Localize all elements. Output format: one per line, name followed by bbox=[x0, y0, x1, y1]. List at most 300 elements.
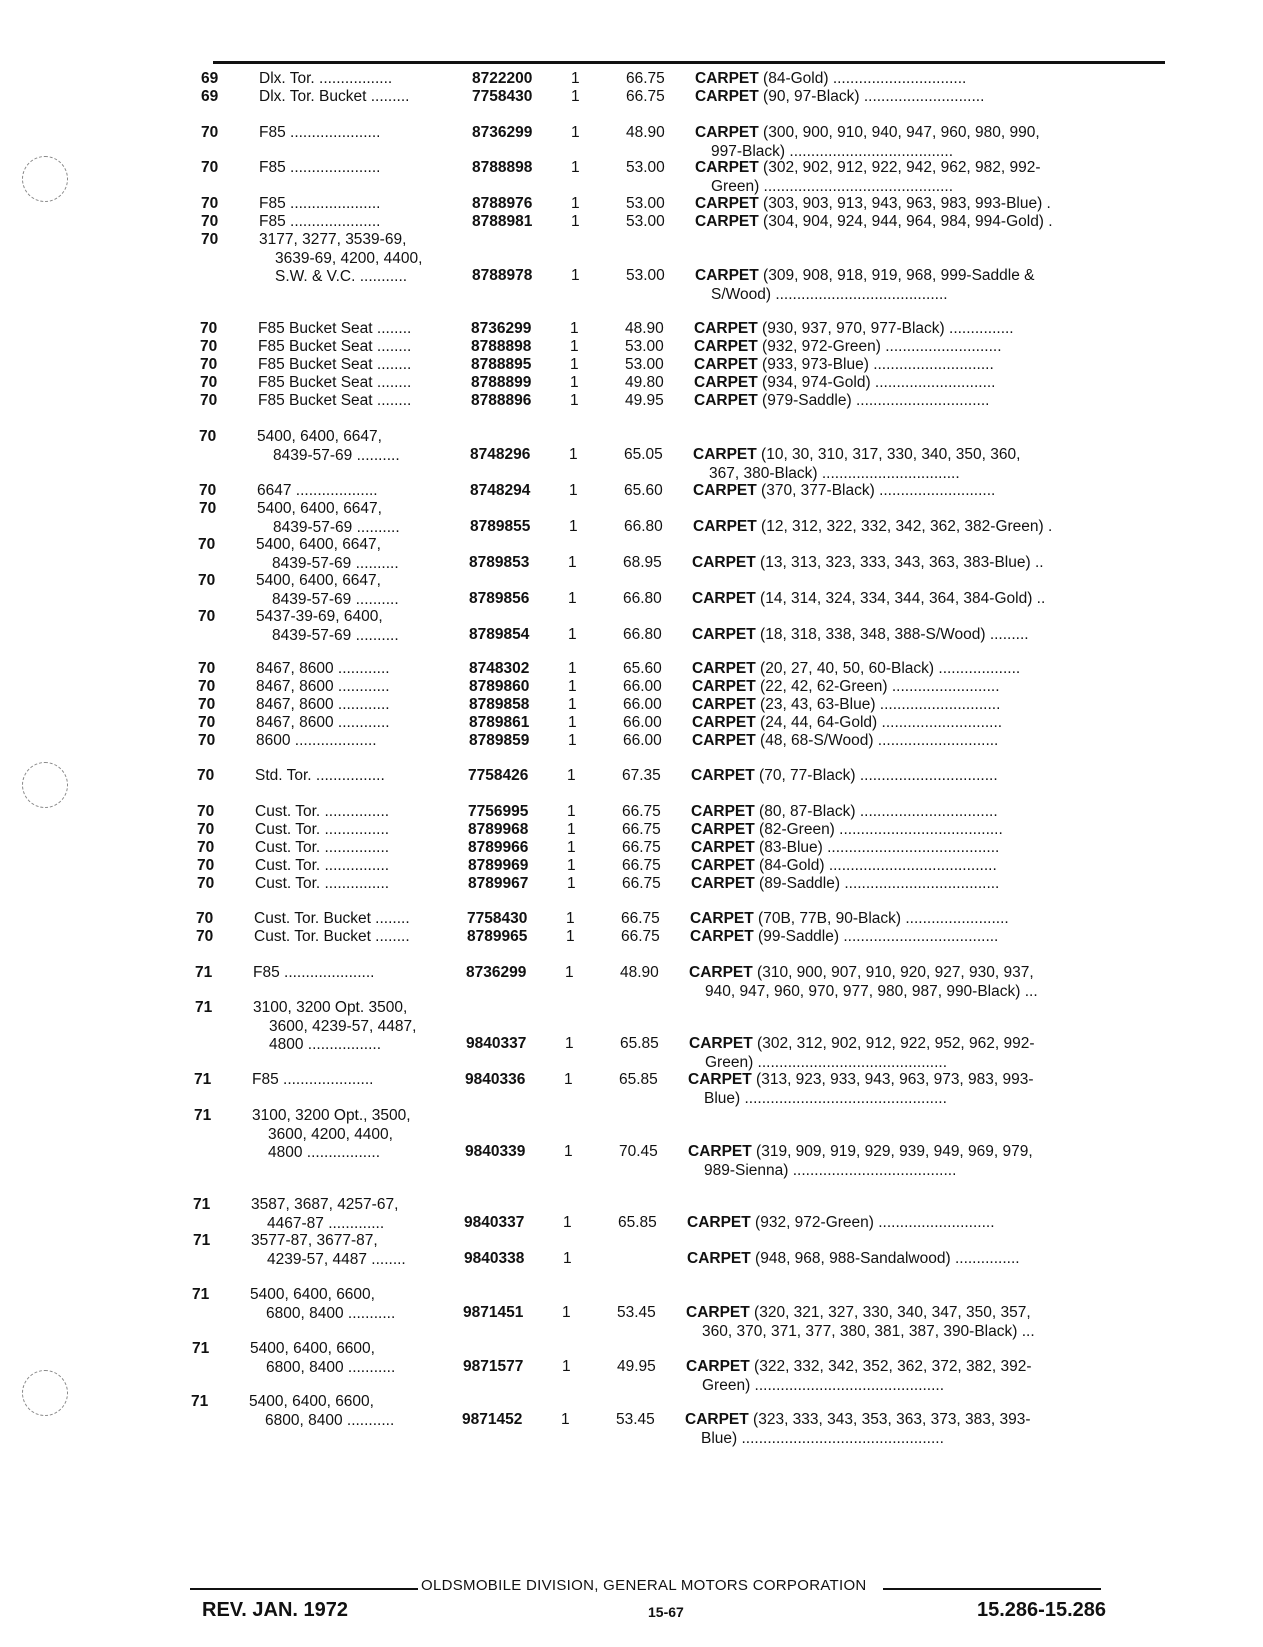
model-line: 3100, 3200 Opt. 3500, bbox=[253, 999, 408, 1016]
part-number-cell: 9840339 bbox=[465, 1143, 526, 1160]
part-number-cell: 8789853 bbox=[469, 554, 530, 571]
description-line: 940, 947, 960, 970, 977, 980, 987, 990-Black) ... bbox=[705, 982, 1038, 1000]
description-line: CARPET (319, 909, 919, 929, 939, 949, 969, 979, bbox=[688, 1143, 1033, 1160]
binder-hole-top bbox=[22, 156, 68, 202]
part-number-cell: 8788895 bbox=[471, 356, 532, 373]
price-cell: 49.80 bbox=[625, 374, 664, 391]
quantity-cell: 1 bbox=[568, 554, 577, 571]
year-cell: 70 bbox=[197, 839, 215, 856]
model-line: F85 Bucket Seat ........ bbox=[258, 338, 412, 355]
quantity-cell: 1 bbox=[567, 767, 576, 784]
part-number-cell: 8788978 bbox=[472, 267, 533, 284]
part-number-cell: 8789968 bbox=[468, 821, 529, 838]
description-line: CARPET (99-Saddle) .................................... bbox=[690, 928, 999, 945]
year-cell: 70 bbox=[198, 660, 216, 677]
description-keyword: CARPET bbox=[692, 696, 756, 713]
model-cell bbox=[257, 482, 473, 501]
footer-rule-right bbox=[883, 1588, 1101, 1590]
description-keyword: CARPET bbox=[686, 1304, 750, 1321]
model-line: F85 ..................... bbox=[259, 213, 381, 230]
year-cell: 70 bbox=[198, 732, 216, 749]
description-cell bbox=[686, 1304, 1104, 1341]
quantity-cell: 1 bbox=[571, 70, 580, 87]
part-number-cell: 8789855 bbox=[470, 518, 531, 535]
model-cell bbox=[258, 392, 474, 411]
quantity-cell: 1 bbox=[568, 590, 577, 607]
quantity-cell: 1 bbox=[567, 803, 576, 820]
part-number-cell: 9840337 bbox=[466, 1035, 527, 1052]
description-line: CARPET (48, 68-S/Wood) ............................ bbox=[692, 732, 999, 749]
model-line: Dlx. Tor. Bucket ......... bbox=[259, 88, 410, 105]
description-line: 360, 370, 371, 377, 380, 381, 387, 390-Black) ... bbox=[702, 1322, 1035, 1340]
description-keyword: CARPET bbox=[687, 1250, 751, 1267]
year-cell: 70 bbox=[197, 875, 215, 892]
description-keyword: CARPET bbox=[694, 356, 758, 373]
model-cell bbox=[259, 159, 475, 178]
description-keyword: CARPET bbox=[692, 714, 756, 731]
part-number-cell: 8788898 bbox=[471, 338, 532, 355]
description-line: CARPET (18, 318, 338, 348, 388-S/Wood) ......... bbox=[692, 626, 1029, 643]
model-line: Cust. Tor. Bucket ........ bbox=[254, 928, 410, 945]
quantity-cell: 1 bbox=[569, 446, 578, 463]
description-keyword: CARPET bbox=[694, 392, 758, 409]
price-cell: 53.00 bbox=[626, 267, 665, 284]
description-keyword: CARPET bbox=[694, 338, 758, 355]
year-cell: 70 bbox=[201, 231, 219, 248]
description-cell bbox=[695, 159, 1113, 196]
model-cell bbox=[249, 1393, 465, 1430]
part-number-cell: 9871577 bbox=[463, 1358, 524, 1375]
model-cell bbox=[258, 338, 474, 357]
description-cell bbox=[692, 554, 1110, 573]
model-cell bbox=[254, 928, 470, 947]
model-line: 3587, 3687, 4257-67, bbox=[251, 1196, 399, 1213]
model-cell bbox=[252, 1071, 468, 1090]
description-keyword: CARPET bbox=[691, 839, 755, 856]
price-cell: 65.85 bbox=[619, 1071, 658, 1088]
quantity-cell: 1 bbox=[570, 338, 579, 355]
model-line: Cust. Tor. ............... bbox=[255, 839, 390, 856]
quantity-cell: 1 bbox=[563, 1250, 572, 1267]
binder-hole-middle bbox=[22, 762, 68, 808]
description-cell bbox=[692, 696, 1110, 715]
footer-revision: REV. JAN. 1972 bbox=[202, 1599, 349, 1621]
price-cell: 53.00 bbox=[626, 195, 665, 212]
description-line: CARPET (370, 377-Black) ........................... bbox=[693, 482, 996, 499]
model-line: Dlx. Tor. ................. bbox=[259, 70, 393, 87]
model-line: F85 ..................... bbox=[259, 124, 381, 141]
price-cell: 48.90 bbox=[625, 320, 664, 337]
quantity-cell: 1 bbox=[561, 1411, 570, 1428]
footer-rule-left bbox=[190, 1588, 418, 1590]
part-number-cell: 8788976 bbox=[472, 195, 533, 212]
description-keyword: CARPET bbox=[691, 767, 755, 784]
model-line: Cust. Tor. Bucket ........ bbox=[254, 910, 410, 927]
model-cell bbox=[256, 536, 472, 573]
price-cell: 65.05 bbox=[624, 446, 663, 463]
model-line: 8467, 8600 ............ bbox=[256, 660, 390, 677]
price-cell: 53.00 bbox=[625, 356, 664, 373]
description-cell bbox=[693, 482, 1111, 501]
description-line: 367, 380-Black) ................................ bbox=[709, 464, 960, 482]
year-cell: 71 bbox=[195, 964, 213, 981]
model-cell bbox=[255, 875, 471, 894]
description-cell bbox=[695, 267, 1113, 304]
description-cell bbox=[692, 590, 1110, 609]
year-cell: 70 bbox=[201, 195, 219, 212]
model-line: 6800, 8400 ........... bbox=[266, 1358, 396, 1376]
model-cell bbox=[255, 803, 471, 822]
year-cell: 70 bbox=[200, 356, 218, 373]
price-cell: 66.80 bbox=[623, 590, 662, 607]
description-keyword: CARPET bbox=[694, 320, 758, 337]
description-keyword: CARPET bbox=[685, 1411, 749, 1428]
description-cell bbox=[692, 714, 1110, 733]
price-cell: 66.00 bbox=[623, 696, 662, 713]
year-cell: 69 bbox=[201, 88, 219, 105]
model-line: 6800, 8400 ........... bbox=[266, 1304, 396, 1322]
model-line: F85 ..................... bbox=[259, 159, 381, 176]
description-cell bbox=[691, 767, 1109, 786]
quantity-cell: 1 bbox=[571, 159, 580, 176]
description-keyword: CARPET bbox=[693, 518, 757, 535]
description-cell bbox=[690, 910, 1108, 929]
year-cell: 70 bbox=[198, 572, 216, 589]
quantity-cell: 1 bbox=[562, 1358, 571, 1375]
model-line: 4800 ................. bbox=[269, 1036, 381, 1053]
description-cell bbox=[692, 626, 1110, 645]
part-number-cell: 8736299 bbox=[466, 964, 527, 981]
model-line: Cust. Tor. ............... bbox=[255, 803, 390, 820]
price-cell: 48.90 bbox=[626, 124, 665, 141]
price-cell: 66.75 bbox=[622, 857, 661, 874]
description-cell bbox=[691, 821, 1109, 840]
description-cell bbox=[688, 1071, 1106, 1108]
description-keyword: CARPET bbox=[689, 964, 753, 981]
quantity-cell: 1 bbox=[568, 714, 577, 731]
part-number-cell: 7758430 bbox=[467, 910, 528, 927]
quantity-cell: 1 bbox=[571, 88, 580, 105]
year-cell: 71 bbox=[192, 1286, 210, 1303]
model-cell bbox=[257, 428, 473, 465]
quantity-cell: 1 bbox=[568, 696, 577, 713]
description-line: Green) ............................................ bbox=[702, 1376, 945, 1394]
model-line: F85 Bucket Seat ........ bbox=[258, 374, 412, 391]
model-cell bbox=[259, 88, 475, 107]
model-cell bbox=[256, 572, 472, 609]
description-keyword: CARPET bbox=[691, 875, 755, 892]
description-keyword: CARPET bbox=[692, 590, 756, 607]
description-keyword: CARPET bbox=[695, 195, 759, 212]
quantity-cell: 1 bbox=[569, 482, 578, 499]
description-line: CARPET (323, 333, 343, 353, 363, 373, 383, 393- bbox=[685, 1411, 1031, 1428]
part-number-cell: 8722200 bbox=[472, 70, 533, 87]
binder-hole-bottom bbox=[22, 1370, 68, 1416]
description-line: CARPET (310, 900, 907, 910, 920, 927, 930, 937, bbox=[689, 964, 1034, 981]
quantity-cell: 1 bbox=[567, 857, 576, 874]
description-line: CARPET (10, 30, 310, 317, 330, 340, 350, 360, bbox=[693, 446, 1021, 463]
year-cell: 70 bbox=[199, 500, 217, 517]
model-line: 8439-57-69 .......... bbox=[272, 626, 399, 644]
quantity-cell: 1 bbox=[567, 875, 576, 892]
year-cell: 70 bbox=[200, 392, 218, 409]
description-line: CARPET (322, 332, 342, 352, 362, 372, 382, 392- bbox=[686, 1358, 1032, 1375]
description-keyword: CARPET bbox=[690, 910, 754, 927]
description-keyword: CARPET bbox=[692, 626, 756, 643]
model-line: 4467-87 ............. bbox=[267, 1214, 385, 1232]
model-line: 3639-69, 4200, 4400, bbox=[275, 249, 423, 267]
year-cell: 70 bbox=[198, 608, 216, 625]
part-number-cell: 8748294 bbox=[470, 482, 531, 499]
price-cell: 66.75 bbox=[622, 875, 661, 892]
quantity-cell: 1 bbox=[566, 910, 575, 927]
part-number-cell: 8789856 bbox=[469, 590, 530, 607]
year-cell: 71 bbox=[193, 1196, 211, 1213]
description-line: Blue) ............................................... bbox=[704, 1089, 947, 1107]
description-line: CARPET (932, 972-Green) ........................... bbox=[694, 338, 1002, 355]
year-cell: 70 bbox=[201, 213, 219, 230]
price-cell: 53.00 bbox=[626, 213, 665, 230]
footer-page-number: 15-67 bbox=[648, 1604, 684, 1620]
part-number-cell: 8748296 bbox=[470, 446, 531, 463]
description-keyword: CARPET bbox=[691, 857, 755, 874]
part-number-cell: 8789861 bbox=[469, 714, 530, 731]
model-cell bbox=[255, 857, 471, 876]
description-line: CARPET (22, 42, 62-Green) ......................... bbox=[692, 678, 1000, 695]
part-number-cell: 8789965 bbox=[467, 928, 528, 945]
model-cell bbox=[253, 999, 469, 1055]
description-line: Blue) ............................................... bbox=[701, 1429, 944, 1447]
model-line: Std. Tor. ................ bbox=[255, 767, 385, 784]
description-cell bbox=[692, 732, 1110, 751]
quantity-cell: 1 bbox=[562, 1304, 571, 1321]
model-cell bbox=[255, 821, 471, 840]
model-line: 8439-57-69 .......... bbox=[272, 554, 399, 572]
model-cell bbox=[256, 714, 472, 733]
description-line: CARPET (84-Gold) ............................... bbox=[695, 70, 967, 87]
model-line: 3600, 4239-57, 4487, bbox=[269, 1017, 417, 1035]
description-line: CARPET (13, 313, 323, 333, 343, 363, 383-Blue) .. bbox=[692, 554, 1044, 571]
description-keyword: CARPET bbox=[695, 213, 759, 230]
description-line: CARPET (309, 908, 918, 919, 968, 999-Saddle & bbox=[695, 267, 1035, 284]
model-line: 5400, 6400, 6647, bbox=[257, 428, 382, 445]
description-keyword: CARPET bbox=[695, 267, 759, 284]
model-line: 5437-39-69, 6400, bbox=[256, 608, 383, 625]
year-cell: 70 bbox=[200, 320, 218, 337]
description-cell bbox=[694, 320, 1112, 339]
description-line: CARPET (89-Saddle) .................................... bbox=[691, 875, 1000, 892]
model-line: 5400, 6400, 6647, bbox=[256, 572, 381, 589]
year-cell: 70 bbox=[198, 696, 216, 713]
model-cell bbox=[259, 124, 475, 143]
year-cell: 70 bbox=[199, 428, 217, 445]
model-line: 8467, 8600 ............ bbox=[256, 714, 390, 731]
description-line: CARPET (320, 321, 327, 330, 340, 347, 350, 357, bbox=[686, 1304, 1031, 1321]
model-line: 5400, 6400, 6647, bbox=[256, 536, 381, 553]
description-keyword: CARPET bbox=[694, 374, 758, 391]
description-keyword: CARPET bbox=[693, 446, 757, 463]
model-line: F85 ..................... bbox=[253, 964, 375, 981]
model-line: 4800 ................. bbox=[268, 1144, 380, 1161]
price-cell: 66.75 bbox=[622, 821, 661, 838]
part-number-cell: 8736299 bbox=[472, 124, 533, 141]
price-cell: 49.95 bbox=[625, 392, 664, 409]
quantity-cell: 1 bbox=[563, 1214, 572, 1231]
part-number-cell: 7758426 bbox=[468, 767, 529, 784]
description-cell bbox=[692, 660, 1110, 679]
quantity-cell: 1 bbox=[570, 392, 579, 409]
price-cell: 66.75 bbox=[621, 928, 660, 945]
description-line: CARPET (12, 312, 322, 332, 342, 362, 382-Green) . bbox=[693, 518, 1053, 535]
description-line: CARPET (930, 937, 970, 977-Black) ............... bbox=[694, 320, 1014, 337]
model-line: 3177, 3277, 3539-69, bbox=[259, 231, 407, 248]
description-cell bbox=[691, 875, 1109, 894]
year-cell: 70 bbox=[198, 536, 216, 553]
footer-section: 15.286-15.286 bbox=[977, 1599, 1107, 1621]
model-line: 8467, 8600 ............ bbox=[256, 696, 390, 713]
part-number-cell: 8788898 bbox=[472, 159, 533, 176]
model-cell bbox=[257, 500, 473, 537]
description-line: CARPET (80, 87-Black) ................................ bbox=[691, 803, 998, 820]
description-cell bbox=[693, 518, 1111, 537]
part-number-cell: 8789860 bbox=[469, 678, 530, 695]
quantity-cell: 1 bbox=[571, 124, 580, 141]
description-line: CARPET (83-Blue) ........................................ bbox=[691, 839, 1000, 856]
quantity-cell: 1 bbox=[569, 518, 578, 535]
description-cell bbox=[687, 1214, 1105, 1233]
part-number-cell: 9871451 bbox=[463, 1304, 524, 1321]
description-line: 997-Black) ...................................... bbox=[711, 142, 954, 160]
year-cell: 70 bbox=[198, 714, 216, 731]
price-cell: 66.80 bbox=[624, 518, 663, 535]
description-cell bbox=[694, 356, 1112, 375]
price-cell: 53.00 bbox=[626, 159, 665, 176]
description-line: CARPET (302, 902, 912, 922, 942, 962, 982, 992- bbox=[695, 159, 1041, 176]
model-cell bbox=[256, 660, 472, 679]
price-cell: 53.45 bbox=[617, 1304, 656, 1321]
quantity-cell: 1 bbox=[566, 928, 575, 945]
part-number-cell: 9840338 bbox=[464, 1250, 525, 1267]
description-keyword: CARPET bbox=[690, 928, 754, 945]
description-keyword: CARPET bbox=[691, 803, 755, 820]
description-cell bbox=[693, 446, 1111, 483]
model-line: 5400, 6400, 6600, bbox=[250, 1340, 375, 1357]
year-cell: 70 bbox=[200, 374, 218, 391]
model-cell bbox=[255, 767, 471, 786]
description-line: CARPET (933, 973-Blue) ............................ bbox=[694, 356, 994, 373]
description-cell bbox=[691, 857, 1109, 876]
model-line: 3577-87, 3677-87, bbox=[251, 1232, 378, 1249]
part-number-cell: 8789859 bbox=[469, 732, 530, 749]
part-number-cell: 9840336 bbox=[465, 1071, 526, 1088]
description-cell bbox=[695, 213, 1113, 232]
price-cell: 66.00 bbox=[623, 678, 662, 695]
model-line: 3100, 3200 Opt., 3500, bbox=[252, 1107, 411, 1124]
year-cell: 70 bbox=[201, 124, 219, 141]
price-cell: 49.95 bbox=[617, 1358, 656, 1375]
quantity-cell: 1 bbox=[568, 660, 577, 677]
price-cell: 48.90 bbox=[620, 964, 659, 981]
description-line: CARPET (70B, 77B, 90-Black) ........................ bbox=[690, 910, 1009, 927]
description-cell bbox=[695, 195, 1113, 214]
year-cell: 71 bbox=[194, 1107, 212, 1124]
model-line: F85 Bucket Seat ........ bbox=[258, 320, 412, 337]
part-number-cell: 8736299 bbox=[471, 320, 532, 337]
model-line: 3600, 4200, 4400, bbox=[268, 1125, 393, 1143]
part-number-cell: 7756995 bbox=[468, 803, 529, 820]
model-cell bbox=[256, 732, 472, 751]
quantity-cell: 1 bbox=[570, 356, 579, 373]
description-keyword: CARPET bbox=[693, 482, 757, 499]
model-cell bbox=[250, 1340, 466, 1377]
model-line: 8439-57-69 .......... bbox=[273, 446, 400, 464]
quantity-cell: 1 bbox=[564, 1143, 573, 1160]
quantity-cell: 1 bbox=[571, 195, 580, 212]
description-cell bbox=[689, 1035, 1107, 1072]
quantity-cell: 1 bbox=[570, 320, 579, 337]
model-cell bbox=[254, 910, 470, 929]
quantity-cell: 1 bbox=[571, 213, 580, 230]
description-line: CARPET (979-Saddle) ............................... bbox=[694, 392, 990, 409]
model-line: 6647 ................... bbox=[257, 482, 378, 499]
year-cell: 70 bbox=[201, 159, 219, 176]
year-cell: 70 bbox=[198, 678, 216, 695]
model-cell bbox=[251, 1196, 467, 1233]
model-cell bbox=[256, 608, 472, 645]
description-cell bbox=[691, 803, 1109, 822]
description-line: CARPET (948, 968, 988-Sandalwood) ............... bbox=[687, 1250, 1020, 1267]
description-keyword: CARPET bbox=[688, 1143, 752, 1160]
description-keyword: CARPET bbox=[692, 732, 756, 749]
description-keyword: CARPET bbox=[695, 88, 759, 105]
part-number-cell: 8788896 bbox=[471, 392, 532, 409]
model-cell bbox=[253, 964, 469, 983]
model-cell bbox=[258, 320, 474, 339]
model-line: Cust. Tor. ............... bbox=[255, 821, 390, 838]
year-cell: 70 bbox=[197, 803, 215, 820]
part-number-cell: 8789969 bbox=[468, 857, 529, 874]
year-cell: 70 bbox=[196, 910, 214, 927]
quantity-cell: 1 bbox=[571, 267, 580, 284]
quantity-cell: 1 bbox=[567, 839, 576, 856]
part-number-cell: 9840337 bbox=[464, 1214, 525, 1231]
description-cell bbox=[694, 392, 1112, 411]
description-cell bbox=[690, 928, 1108, 947]
description-line: CARPET (304, 904, 924, 944, 964, 984, 994-Gold) . bbox=[695, 213, 1053, 230]
model-line: 8600 ................... bbox=[256, 732, 377, 749]
part-number-cell: 8788899 bbox=[471, 374, 532, 391]
model-cell bbox=[259, 195, 475, 214]
description-cell bbox=[695, 70, 1113, 89]
model-line: F85 Bucket Seat ........ bbox=[258, 392, 412, 409]
year-cell: 71 bbox=[193, 1232, 211, 1249]
price-cell: 70.45 bbox=[619, 1143, 658, 1160]
description-cell bbox=[686, 1358, 1104, 1395]
price-cell: 53.45 bbox=[616, 1411, 655, 1428]
model-cell bbox=[256, 696, 472, 715]
price-cell: 66.80 bbox=[623, 626, 662, 643]
price-cell: 65.85 bbox=[620, 1035, 659, 1052]
model-cell bbox=[251, 1232, 467, 1269]
model-cell bbox=[258, 374, 474, 393]
model-cell bbox=[252, 1107, 468, 1163]
year-cell: 70 bbox=[197, 857, 215, 874]
price-cell: 67.35 bbox=[622, 767, 661, 784]
model-line: Cust. Tor. ............... bbox=[255, 875, 390, 892]
model-cell bbox=[259, 231, 475, 287]
year-cell: 70 bbox=[197, 767, 215, 784]
description-keyword: CARPET bbox=[692, 678, 756, 695]
